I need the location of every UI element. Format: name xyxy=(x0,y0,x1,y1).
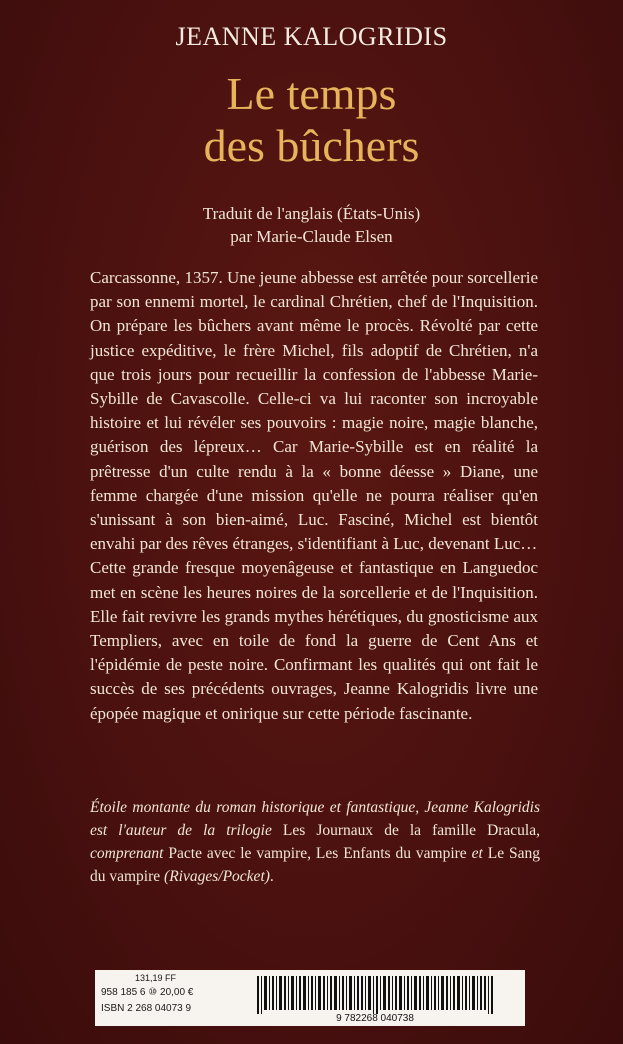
bio-period: . xyxy=(269,868,274,885)
price-francs: 131,19 FF xyxy=(135,973,177,983)
barcode-label xyxy=(95,970,525,1026)
barcode-image xyxy=(245,976,517,1022)
price-euros: 958 185 6 ⑩ 20,00 € xyxy=(101,987,194,998)
author-bio xyxy=(90,796,540,888)
bio-part-5: et xyxy=(466,845,488,862)
translation-credit xyxy=(0,202,623,248)
bio-book-title-3: Le Sang du vampire xyxy=(90,845,541,885)
back-cover-blurb xyxy=(90,266,538,726)
bio-part-3: , comprenant xyxy=(90,822,540,862)
book-title-line-2: des bûchers xyxy=(203,120,420,171)
bio-book-titles: Pacte avec le vampire, Les Enfants du vampire xyxy=(168,845,467,862)
bio-publisher: (Rivages/Pocket) xyxy=(160,868,270,885)
blurb-paragraph-2: Cette grande fresque moyenâgeuse et fantastique en Languedoc met en scène les heures noires de la sorcellerie et de l'Inquisition. Elle fait revivre les grands mythes hérétiques, du gnosticisme aux Templiers, avec en toile de fond la guerre de Cent Ans et l'épidémie de peste noire. Confirmant les qualités qui ont fait le succès de ses précédents ouvrages, Jeanne Kalogridis livre une épopée magique et onirique sur cette période fascinante. xyxy=(90,558,538,723)
blurb-paragraph-1: Carcassonne, 1357. Une jeune abbesse est arrêtée pour sorcellerie par son ennemi mortel, le cardinal Chrétien, chef de l'Inquisition. On prépare les bûchers avant même le procès. Révolté par cette justice expéditive, le frère Michel, fils adoptif de Chrétien, n'a que trois jours pour recueillir la confession de l'abbesse Marie-Sybille de Cavascolle. Celle-ci va lui raconter son incroyable histoire et lui révéler ses pouvoirs : magie noire, magie blanche, guérison des lépreux… Car Marie-Sybille est en réalité la prêtresse d'un culte rendu à la « bonne déesse » Diane, une femme chargée d'une mission qu'elle ne pourra réaliser qu'en s'unissant à son bien-aimé, Luc. Fasciné, Michel est bientôt envahi par des rêves étranges, s'identifiant à Luc, devenant Luc… xyxy=(90,268,538,554)
barcode-digits: 9 782268 040738 xyxy=(336,1013,414,1022)
isbn-number: ISBN 2 268 04073 9 xyxy=(101,1003,192,1014)
translation-line-2: par Marie-Claude Elsen xyxy=(230,227,393,246)
book-title xyxy=(0,68,623,172)
author-name: JEANNE KALOGRIDIS xyxy=(175,22,448,51)
bio-part-1: Étoile montante du roman historique et fantastique, Jeanne Kalogridis est l'auteur de la trilogie xyxy=(90,799,540,839)
book-title-line-1: Le temps xyxy=(226,68,397,119)
bio-series-title: Les Journaux de la famille Dracula xyxy=(282,822,537,839)
translation-line-1: Traduit de l'anglais (États-Unis) xyxy=(202,204,421,223)
